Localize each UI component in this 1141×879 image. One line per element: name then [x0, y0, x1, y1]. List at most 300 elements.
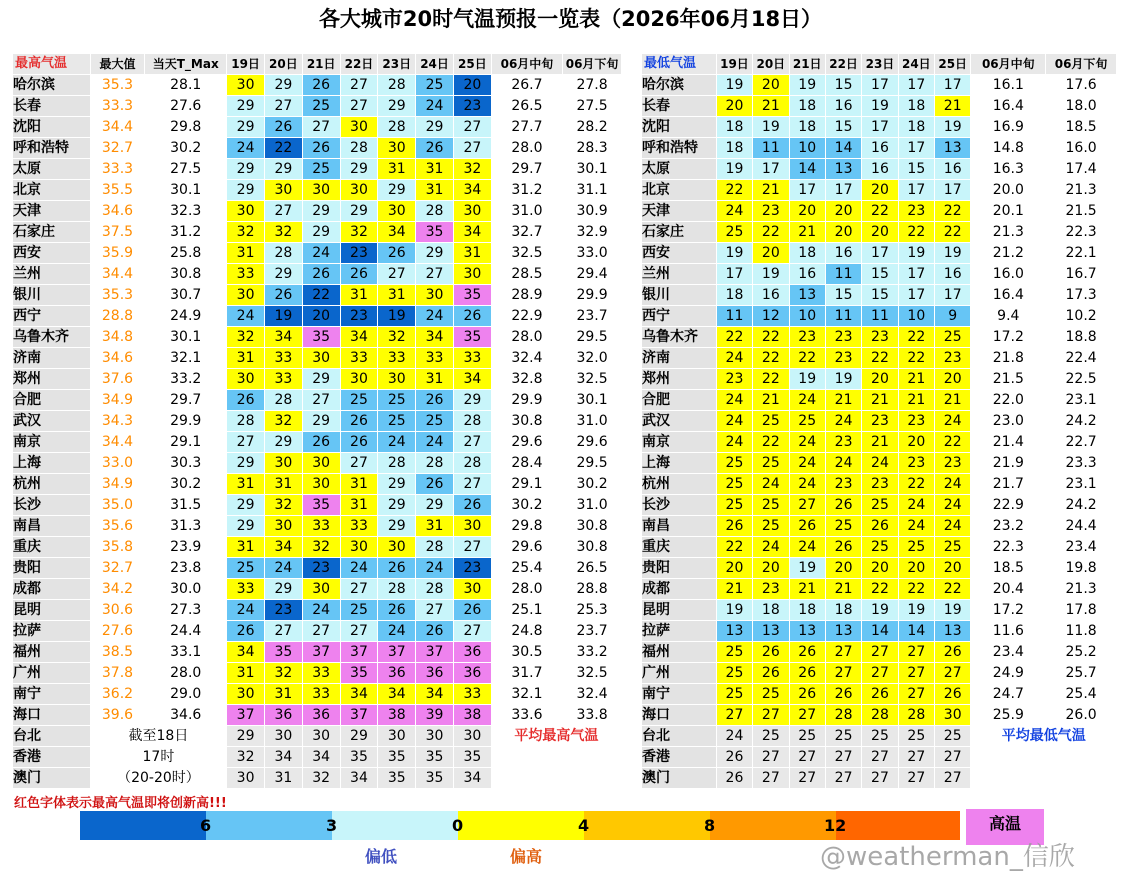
forecast-cell: 33: [416, 348, 454, 369]
record-max: 27.6: [90, 621, 145, 642]
late-month-avg: 18.8: [1046, 327, 1117, 348]
table-row: [642, 495, 1117, 516]
city-name: 乌鲁木齐: [642, 327, 717, 348]
city-name: 呼和浩特: [13, 138, 91, 159]
forecast-cell: 25: [862, 726, 898, 747]
forecast-cell: 10: [789, 306, 825, 327]
today-max: 30.8: [145, 264, 227, 285]
city-name: 广州: [642, 663, 717, 684]
forecast-cell: 29: [302, 201, 340, 222]
city-name: 福州: [642, 642, 717, 663]
table-row: [13, 411, 622, 432]
forecast-cell: 28: [416, 579, 454, 600]
mid-month-avg: 25.9: [971, 705, 1046, 726]
forecast-cell: 27: [716, 705, 752, 726]
forecast-cell: 25: [753, 726, 789, 747]
record-max: 35.3: [90, 75, 145, 96]
forecast-cell: 35: [264, 642, 302, 663]
mid-month-avg: 23.0: [971, 411, 1046, 432]
forecast-cell: 34: [378, 222, 416, 243]
table-row: [642, 138, 1117, 159]
forecast-cell: 29: [416, 243, 454, 264]
city-name: 银川: [13, 285, 91, 306]
column-header: 23日: [378, 54, 416, 75]
forecast-cell: 23: [898, 411, 934, 432]
forecast-cell: 29: [378, 180, 416, 201]
forecast-cell: 25: [716, 222, 752, 243]
record-max: 38.5: [90, 642, 145, 663]
forecast-cell: 22: [716, 537, 752, 558]
forecast-cell: 27: [825, 747, 861, 768]
mid-month-avg: 11.6: [971, 621, 1046, 642]
forecast-cell: 27: [453, 432, 491, 453]
forecast-cell: 19: [862, 600, 898, 621]
forecast-cell: 27: [862, 663, 898, 684]
mid-month-avg: 16.4: [971, 96, 1046, 117]
forecast-cell: 30: [453, 726, 491, 747]
today-max: 30.1: [145, 327, 227, 348]
forecast-cell: 28: [378, 75, 416, 96]
forecast-cell: 30: [227, 369, 265, 390]
empty-cell: [491, 747, 621, 768]
forecast-cell: 31: [416, 369, 454, 390]
forecast-cell: 25: [862, 495, 898, 516]
today-max: 31.2: [145, 222, 227, 243]
mid-month-avg: 33.6: [491, 705, 562, 726]
forecast-cell: 26: [264, 117, 302, 138]
forecast-cell: 30: [453, 264, 491, 285]
mid-month-avg: 21.2: [971, 243, 1046, 264]
table-row: [13, 285, 622, 306]
forecast-cell: 35: [340, 747, 378, 768]
mid-month-avg: 32.1: [491, 684, 562, 705]
city-name: 长春: [642, 96, 717, 117]
forecast-cell: 26: [227, 621, 265, 642]
forecast-cell: 23: [789, 327, 825, 348]
forecast-cell: 35: [453, 285, 491, 306]
forecast-cell: 21: [753, 180, 789, 201]
forecast-cell: 20: [862, 180, 898, 201]
city-name: 南昌: [642, 516, 717, 537]
forecast-cell: 13: [825, 159, 861, 180]
forecast-cell: 27: [935, 768, 971, 789]
city-name: 台北: [642, 726, 717, 747]
forecast-cell: 34: [453, 369, 491, 390]
forecast-cell: 25: [935, 726, 971, 747]
city-name: 拉萨: [13, 621, 91, 642]
city-name: 济南: [642, 348, 717, 369]
forecast-cell: 13: [716, 621, 752, 642]
record-max: 35.0: [90, 495, 145, 516]
forecast-cell: 22: [898, 222, 934, 243]
city-name: 呼和浩特: [642, 138, 717, 159]
record-max: 34.8: [90, 327, 145, 348]
table-row: [642, 579, 1117, 600]
forecast-cell: 26: [789, 663, 825, 684]
record-max: 37.8: [90, 663, 145, 684]
table-row: [13, 264, 622, 285]
city-name: 上海: [13, 453, 91, 474]
forecast-cell: 28: [453, 411, 491, 432]
forecast-cell: 27: [264, 96, 302, 117]
forecast-cell: 23: [898, 453, 934, 474]
mid-month-avg: 29.6: [491, 537, 562, 558]
legend-seg-neg6: [80, 811, 206, 840]
today-max: 23.9: [145, 537, 227, 558]
forecast-cell: 19: [898, 243, 934, 264]
late-month-avg: 18.5: [1046, 117, 1117, 138]
forecast-cell: 26: [753, 642, 789, 663]
forecast-cell: 28: [340, 138, 378, 159]
forecast-cell: 31: [453, 243, 491, 264]
forecast-cell: 23: [753, 201, 789, 222]
table-row: [642, 117, 1117, 138]
forecast-cell: 25: [898, 726, 934, 747]
forecast-cell: 29: [264, 75, 302, 96]
forecast-cell: 27: [898, 768, 934, 789]
forecast-cell: 24: [340, 558, 378, 579]
forecast-cell: 24: [302, 243, 340, 264]
forecast-cell: 15: [825, 117, 861, 138]
forecast-cell: 19: [862, 96, 898, 117]
forecast-cell: 32: [302, 768, 340, 789]
mid-month-avg: 30.8: [491, 411, 562, 432]
city-name: 北京: [642, 180, 717, 201]
table-row: [642, 369, 1117, 390]
mid-month-avg: 29.9: [491, 390, 562, 411]
forecast-cell: 27: [862, 747, 898, 768]
forecast-cell: 22: [862, 579, 898, 600]
forecast-cell: 23: [825, 348, 861, 369]
legend-seg-pos8: [710, 811, 836, 840]
mid-month-avg: 28.0: [491, 327, 562, 348]
forecast-cell: 34: [264, 537, 302, 558]
forecast-cell: 26: [825, 537, 861, 558]
forecast-cell: 20: [825, 558, 861, 579]
record-max: 33.3: [90, 96, 145, 117]
forecast-cell: 22: [935, 432, 971, 453]
forecast-cell: 30: [378, 726, 416, 747]
mid-month-avg: 20.4: [971, 579, 1046, 600]
today-max: 30.1: [145, 180, 227, 201]
late-month-avg: 29.5: [563, 327, 622, 348]
forecast-cell: 23: [340, 243, 378, 264]
late-month-avg: 32.5: [563, 663, 622, 684]
today-max: 33.1: [145, 642, 227, 663]
forecast-cell: 17: [862, 75, 898, 96]
forecast-cell: 32: [378, 327, 416, 348]
forecast-cell: 26: [789, 642, 825, 663]
table-row: [642, 96, 1117, 117]
forecast-cell: 24: [716, 201, 752, 222]
forecast-cell: 29: [416, 495, 454, 516]
record-max: 32.7: [90, 138, 145, 159]
forecast-cell: 20: [789, 201, 825, 222]
forecast-cell: 22: [898, 579, 934, 600]
mid-month-avg: 31.0: [491, 201, 562, 222]
avg-low-label: 平均最低气温: [971, 726, 1117, 747]
column-header: 19日: [716, 54, 752, 75]
table-row: [642, 75, 1117, 96]
forecast-cell: 27: [340, 453, 378, 474]
column-header: 06月中旬: [971, 54, 1046, 75]
forecast-cell: 29: [264, 264, 302, 285]
forecast-cell: 22: [935, 222, 971, 243]
forecast-cell: 23: [862, 411, 898, 432]
forecast-cell: 24: [227, 600, 265, 621]
forecast-cell: 29: [227, 516, 265, 537]
header-row: [13, 54, 622, 75]
forecast-cell: 26: [302, 432, 340, 453]
forecast-cell: 33: [264, 348, 302, 369]
page-title: 各大城市20时气温预报一览表（2026年06月18日）: [318, 7, 823, 31]
forecast-cell: 28: [264, 390, 302, 411]
city-name: 合肥: [642, 390, 717, 411]
forecast-cell: 35: [453, 327, 491, 348]
forecast-cell: 20: [898, 558, 934, 579]
city-name: 银川: [642, 285, 717, 306]
column-header: 21日: [789, 54, 825, 75]
forecast-cell: 24: [416, 558, 454, 579]
forecast-cell: 25: [935, 537, 971, 558]
mid-month-avg: 20.0: [971, 180, 1046, 201]
forecast-cell: 17: [862, 243, 898, 264]
city-name: 海口: [13, 705, 91, 726]
today-max: 25.8: [145, 243, 227, 264]
forecast-cell: 36: [453, 642, 491, 663]
today-max: 31.5: [145, 495, 227, 516]
forecast-cell: 31: [340, 474, 378, 495]
forecast-cell: 34: [453, 222, 491, 243]
table-row: [642, 684, 1117, 705]
table-row: [13, 474, 622, 495]
forecast-cell: 25: [716, 453, 752, 474]
note-text: （20-20时）: [90, 768, 226, 789]
city-name: 贵阳: [13, 558, 91, 579]
forecast-cell: 15: [862, 264, 898, 285]
forecast-cell: 25: [302, 159, 340, 180]
forecast-cell: 19: [716, 75, 752, 96]
forecast-cell: 34: [227, 642, 265, 663]
today-max: 30.7: [145, 285, 227, 306]
late-month-avg: 32.9: [563, 222, 622, 243]
forecast-cell: 22: [789, 348, 825, 369]
table-row: [642, 390, 1117, 411]
forecast-cell: 28: [378, 117, 416, 138]
city-name: 郑州: [13, 369, 91, 390]
today-max: 23.8: [145, 558, 227, 579]
forecast-cell: 31: [264, 684, 302, 705]
city-name: 济南: [13, 348, 91, 369]
forecast-cell: 18: [753, 600, 789, 621]
forecast-cell: 15: [825, 285, 861, 306]
forecast-cell: 25: [898, 537, 934, 558]
city-name: 长沙: [642, 495, 717, 516]
forecast-cell: 24: [264, 558, 302, 579]
mid-month-avg: 30.5: [491, 642, 562, 663]
forecast-cell: 13: [789, 621, 825, 642]
column-header: 24日: [416, 54, 454, 75]
record-max: 39.6: [90, 705, 145, 726]
forecast-cell: 29: [378, 516, 416, 537]
forecast-cell: 22: [753, 348, 789, 369]
forecast-cell: 27: [789, 768, 825, 789]
forecast-cell: 37: [416, 642, 454, 663]
forecast-cell: 20: [753, 75, 789, 96]
forecast-cell: 25: [753, 516, 789, 537]
forecast-cell: 35: [416, 747, 454, 768]
record-max: 35.8: [90, 537, 145, 558]
column-header: 06月中旬: [491, 54, 562, 75]
forecast-cell: 27: [453, 621, 491, 642]
forecast-cell: 28: [898, 705, 934, 726]
forecast-cell: 35: [378, 747, 416, 768]
forecast-cell: 27: [264, 621, 302, 642]
forecast-cell: 27: [453, 138, 491, 159]
table-row: [642, 474, 1117, 495]
forecast-cell: 26: [716, 516, 752, 537]
forecast-cell: 27: [753, 705, 789, 726]
late-month-avg: 32.4: [563, 684, 622, 705]
table-row: [642, 663, 1117, 684]
mid-month-avg: 26.7: [491, 75, 562, 96]
forecast-cell: 33: [302, 684, 340, 705]
forecast-cell: 25: [789, 726, 825, 747]
today-max: 32.1: [145, 348, 227, 369]
forecast-cell: 33: [340, 348, 378, 369]
forecast-cell: 28: [453, 453, 491, 474]
forecast-cell: 22: [935, 201, 971, 222]
table-row: [642, 516, 1117, 537]
forecast-cell: 31: [340, 285, 378, 306]
today-max: 29.9: [145, 411, 227, 432]
forecast-cell: 32: [227, 747, 265, 768]
forecast-cell: 22: [753, 327, 789, 348]
forecast-cell: 28: [825, 705, 861, 726]
forecast-cell: 19: [716, 600, 752, 621]
late-month-avg: 32.5: [563, 369, 622, 390]
forecast-cell: 25: [340, 600, 378, 621]
column-header: 最大值: [90, 54, 145, 75]
forecast-cell: 24: [416, 306, 454, 327]
late-month-avg: 23.4: [1046, 537, 1117, 558]
forecast-cell: 26: [340, 264, 378, 285]
forecast-cell: 37: [302, 642, 340, 663]
forecast-cell: 14: [898, 621, 934, 642]
forecast-cell: 24: [753, 474, 789, 495]
mid-month-avg: 22.3: [971, 537, 1046, 558]
legend-tick: 3: [326, 816, 338, 835]
table-row: [13, 642, 622, 663]
mid-month-avg: 21.3: [971, 222, 1046, 243]
forecast-cell: 16: [862, 159, 898, 180]
forecast-cell: 31: [340, 495, 378, 516]
table-row: [13, 117, 622, 138]
forecast-cell: 29: [264, 432, 302, 453]
forecast-cell: 34: [453, 768, 491, 789]
record-max: 33.3: [90, 159, 145, 180]
forecast-cell: 30: [227, 75, 265, 96]
forecast-cell: 21: [825, 390, 861, 411]
today-max: 24.9: [145, 306, 227, 327]
table-row: [642, 432, 1117, 453]
city-name: 沈阳: [642, 117, 717, 138]
forecast-cell: 30: [340, 369, 378, 390]
mid-month-avg: 32.5: [491, 243, 562, 264]
forecast-cell: 23: [825, 474, 861, 495]
forecast-cell: 35: [378, 768, 416, 789]
forecast-cell: 23: [935, 453, 971, 474]
forecast-cell: 30: [227, 768, 265, 789]
legend-tick: 8: [704, 816, 716, 835]
forecast-cell: 19: [935, 600, 971, 621]
forecast-cell: 36: [416, 663, 454, 684]
forecast-cell: 25: [825, 726, 861, 747]
forecast-cell: 24: [825, 453, 861, 474]
late-month-avg: 21.3: [1046, 180, 1117, 201]
forecast-cell: 36: [302, 705, 340, 726]
forecast-cell: 31: [416, 159, 454, 180]
forecast-cell: 28: [378, 453, 416, 474]
forecast-cell: 26: [416, 138, 454, 159]
forecast-cell: 20: [453, 75, 491, 96]
forecast-cell: 17: [898, 75, 934, 96]
forecast-cell: 24: [302, 600, 340, 621]
late-month-avg: 22.3: [1046, 222, 1117, 243]
forecast-cell: 26: [378, 558, 416, 579]
column-header: 20日: [264, 54, 302, 75]
table-row: [642, 726, 1117, 747]
table-row: [13, 537, 622, 558]
forecast-cell: 34: [340, 684, 378, 705]
late-month-avg: 16.0: [1046, 138, 1117, 159]
city-name: 澳门: [13, 768, 91, 789]
record-max: 34.4: [90, 264, 145, 285]
forecast-cell: 22: [264, 138, 302, 159]
forecast-cell: 28: [416, 453, 454, 474]
forecast-cell: 22: [935, 579, 971, 600]
late-month-avg: 25.4: [1046, 684, 1117, 705]
late-month-avg: 21.3: [1046, 579, 1117, 600]
forecast-cell: 32: [227, 327, 265, 348]
mid-month-avg: 21.7: [971, 474, 1046, 495]
record-max: 33.0: [90, 453, 145, 474]
table-row: [642, 285, 1117, 306]
forecast-cell: 21: [898, 390, 934, 411]
city-name: 拉萨: [642, 621, 717, 642]
city-name: 昆明: [642, 600, 717, 621]
forecast-cell: 23: [716, 369, 752, 390]
forecast-cell: 27: [264, 201, 302, 222]
city-name: 石家庄: [13, 222, 91, 243]
forecast-cell: 25: [716, 642, 752, 663]
column-header: 21日: [302, 54, 340, 75]
table-row: [642, 600, 1117, 621]
forecast-cell: 29: [378, 96, 416, 117]
forecast-cell: 27: [898, 684, 934, 705]
forecast-cell: 29: [227, 726, 265, 747]
today-max: 30.0: [145, 579, 227, 600]
mid-month-avg: 31.2: [491, 180, 562, 201]
column-header: 25日: [453, 54, 491, 75]
forecast-cell: 31: [227, 663, 265, 684]
legend-seg-neg3: [206, 811, 332, 840]
forecast-cell: 30: [264, 516, 302, 537]
forecast-cell: 31: [227, 348, 265, 369]
forecast-cell: 25: [716, 663, 752, 684]
late-month-avg: 29.6: [563, 432, 622, 453]
forecast-cell: 25: [935, 327, 971, 348]
